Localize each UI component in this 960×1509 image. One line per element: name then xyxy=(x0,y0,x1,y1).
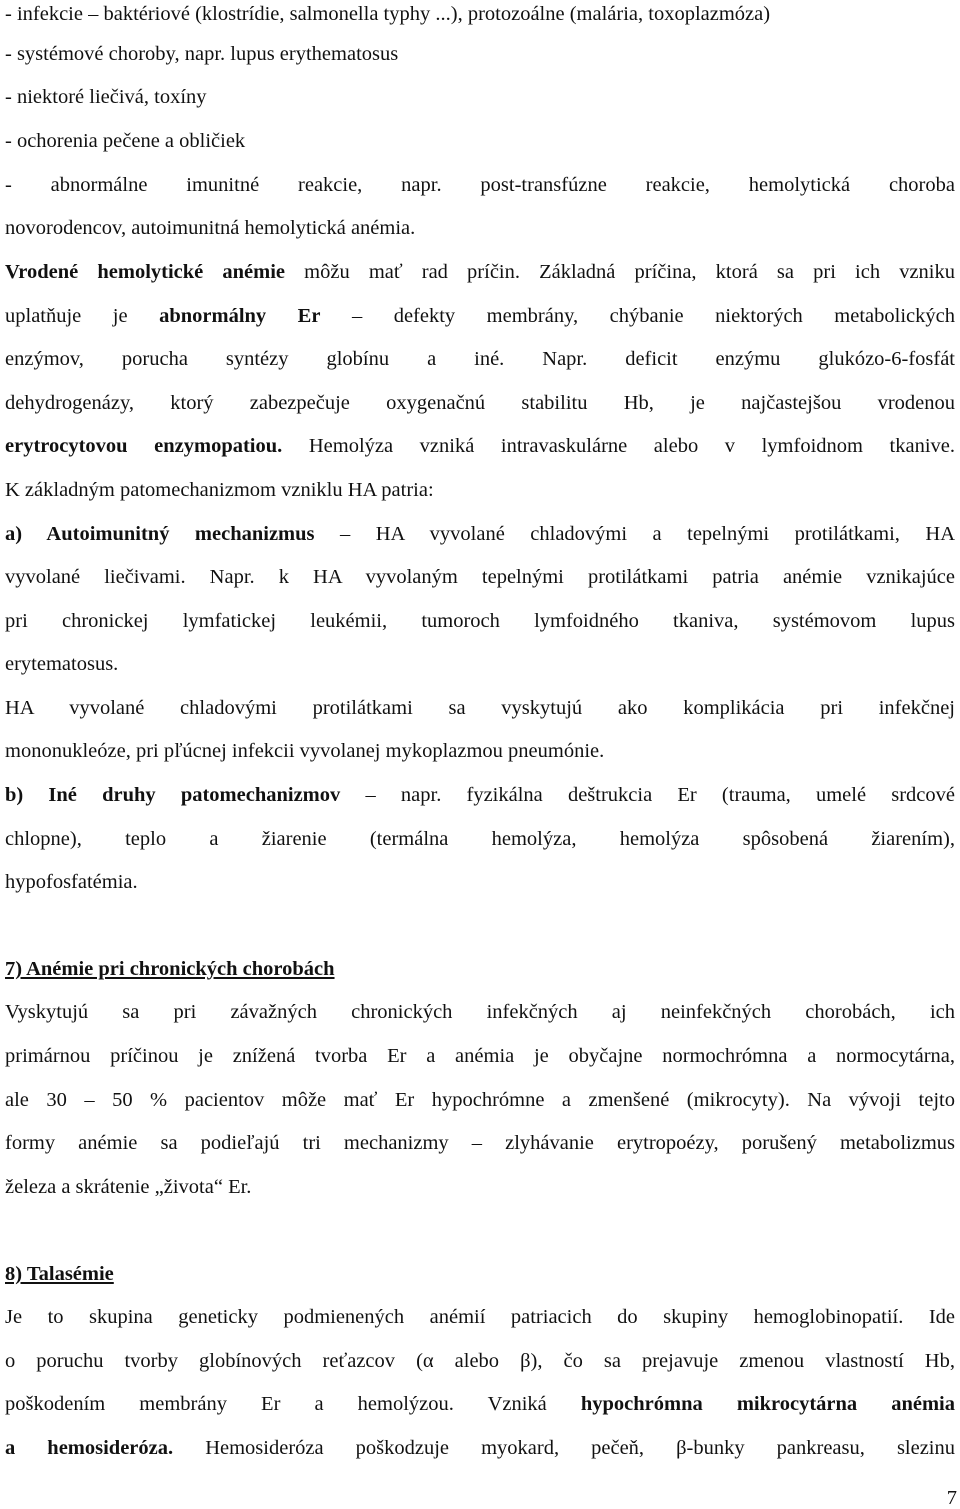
cold-antibody-line: HA vyvolané chladovými protilátkami sa vyskytujú ako komplikácia pri infekčnej xyxy=(5,697,955,719)
hereditary-emphasis: abnormálny Er xyxy=(159,305,321,327)
autoimmune-line: pri chronickej lymfatickej leukémii, tumoroch lymfoidného tkaniva, systémovom lupus xyxy=(5,610,955,632)
other-mechanisms-line xyxy=(5,781,955,809)
abnormal-immune-line: - abnormálne imunitné reakcie, napr. post-transfúzne reakcie, hemolytická choroba xyxy=(5,174,955,196)
section-8-text: Hemosideróza poškodzuje myokard, pečeň, β-bunky pankreasu, slezinu xyxy=(173,1437,956,1459)
section-7-heading: 7) Anémie pri chronických chorobách xyxy=(5,958,335,980)
section-7-line: ale 30 – 50 % pacientov môže mať Er hypochrómne a zmenšené (mikrocyty). Na vývoji tejto xyxy=(5,1089,955,1111)
hereditary-emphasis: erytrocytovou enzymopatiou. xyxy=(5,435,283,457)
autoimmune-line: vyvolané liečivami. Napr. k HA vyvolaným tepelnými protilátkami patria anémie vznikajúce xyxy=(5,566,955,588)
section-7-line: Vyskytujú sa pri závažných chronických infekčných aj neinfekčných chorobách, ich xyxy=(5,1001,955,1023)
section-8-line: o poruchu tvorby globínových reťazcov (α alebo β), čo sa prejavuje zmenou vlastností Hb, xyxy=(5,1350,955,1372)
autoimmune-text: – HA vyvolané chladovými a tepelnými protilátkami, HA xyxy=(314,523,955,545)
autoimmune-line xyxy=(5,520,955,548)
section-8-line xyxy=(5,1434,955,1462)
intro-list-item: - infekcie – baktériové (klostrídie, salmonella typhy ...), protozoálne (malária, toxoplazmóza) xyxy=(5,3,771,25)
hereditary-text: Hemolýza vzniká intravaskulárne alebo v lymfoidnom tkanive. xyxy=(282,435,955,457)
page-number: 7 xyxy=(946,1487,957,1509)
autoimmune-line: erytematosus. xyxy=(5,653,119,675)
autoimmune-title: a) Autoimunitný mechanizmus xyxy=(5,523,315,545)
hereditary-line: enzýmov, porucha syntézy globínu a iné. Napr. deficit enzýmu glukózo-6-fosfát xyxy=(5,348,955,370)
hereditary-line xyxy=(5,302,955,330)
hereditary-line xyxy=(5,432,955,460)
hereditary-text: môžu mať rad príčin. Základná príčina, ktorá sa pri ich vzniku xyxy=(285,261,955,283)
other-mechanisms-line: chlopne), teplo a žiarenie (termálna hemolýza, hemolýza spôsobená žiarením), xyxy=(5,828,955,850)
intro-list-item: - ochorenia pečene a obličiek xyxy=(5,130,246,152)
hereditary-text: uplatňuje je xyxy=(5,305,160,327)
intro-list-item: - niektoré liečivá, toxíny xyxy=(5,86,207,108)
other-mechanisms-line: hypofosfatémia. xyxy=(5,871,138,893)
section-8-line xyxy=(5,1390,955,1418)
hereditary-text: – defekty membrány, chýbanie niektorých metabolických xyxy=(320,305,955,327)
other-mechanisms-title: b) Iné druhy patomechanizmov xyxy=(5,784,341,806)
hereditary-line xyxy=(5,258,955,286)
section-7-line: železa a skrátenie „života“ Er. xyxy=(5,1176,252,1198)
intro-list-item: - systémové choroby, napr. lupus erythematosus xyxy=(5,43,399,65)
section-7-line: primárnou príčinou je znížená tvorba Er a anémia je obyčajne normochrómna a normocytárna, xyxy=(5,1045,955,1067)
section-8-emphasis: a hemosideróza. xyxy=(5,1437,174,1459)
hereditary-line: dehydrogenázy, ktorý zabezpečuje oxygenačnú stabilitu Hb, je najčastejšou vrodenou xyxy=(5,392,955,414)
abnormal-immune-line: novorodencov, autoimunitná hemolytická anémia. xyxy=(5,217,416,239)
section-7-line: formy anémie sa podieľajú tri mechanizmy – zlyhávanie erytropoézy, porušený metabolizmus xyxy=(5,1132,955,1154)
section-8-heading: 8) Talasémie xyxy=(5,1263,114,1285)
section-8-line: Je to skupina geneticky podmienených anémií patriacich do skupiny hemoglobinopatií. Ide xyxy=(5,1306,955,1328)
hereditary-title: Vrodené hemolytické anémie xyxy=(5,261,286,283)
section-8-text: poškodením membrány Er a hemolýzou. Vzniká xyxy=(5,1393,581,1415)
cold-antibody-line: mononukleóze, pri pľúcnej infekcii vyvolanej mykoplazmou pneumónie. xyxy=(5,740,605,762)
other-mechanisms-text: – napr. fyzikálna deštrukcia Er (trauma, umelé srdcové xyxy=(340,784,956,806)
mechanisms-intro: K základným patomechanizmom vzniklu HA patria: xyxy=(5,479,434,501)
section-8-emphasis: hypochrómna mikrocytárna anémia xyxy=(580,1393,955,1415)
